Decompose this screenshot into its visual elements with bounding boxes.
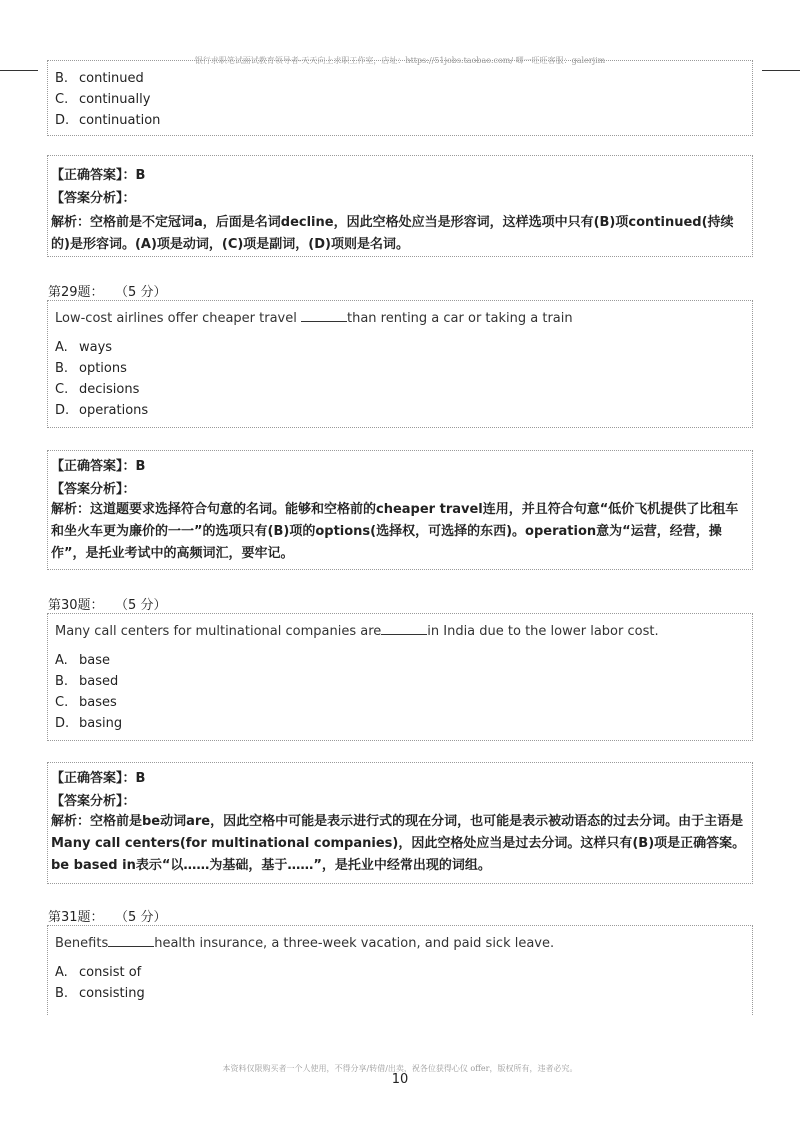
question-30-title: 第30题： （5 分） [48,598,167,613]
question-30-answer-box [47,762,753,884]
question-28-options-box [47,60,753,136]
blank [381,623,427,635]
footer-note: 本资料仅限购买者一个人使用，不得分享/转借/出卖，祝各位获得心仪 offer，版权所有，违者必究。 [222,1064,578,1073]
analysis-text: 解析：这道题要求选择符合句意的名词。能够和空格前的cheaper travel连用，并且符合句意“低价飞机提供了比租车和坐火车更为廉价的一一”的选项只有(B)项的options(选择权，可选择的东西)。operation意为“运营，经营，操作”，是托业考试中的高频词汇，要牢记。 [51,502,739,561]
question-29-box [47,300,753,428]
option-a: A. ways [55,340,113,355]
option-b: B. continued [55,71,144,86]
correct-answer: 【正确答案】：B [51,168,146,183]
option-c: C. decisions [55,382,140,397]
option-d: D. operations [55,403,149,418]
question-29-answer-box [47,450,753,570]
option-b: B. based [55,674,119,689]
page-number: 10 [391,1072,409,1087]
option-c: C. bases [55,695,117,710]
option-d: D. basing [55,716,123,731]
question-31-box [47,925,753,1015]
question-31-title: 第31题： （5 分） [48,910,167,925]
option-a: A. base [55,653,110,668]
question-28-answer-box [47,155,753,257]
question-stem: Benefits health insurance, a three-week vacation, and paid sick leave. [55,936,555,951]
analysis-label: 【答案分析】： [51,482,136,497]
header-rule-left [0,70,38,71]
analysis-label: 【答案分析】： [51,794,136,809]
correct-answer: 【正确答案】：B [51,771,146,786]
header-rule-right [762,70,800,71]
correct-answer: 【正确答案】：B [51,459,146,474]
blank [108,935,154,947]
analysis-text: 解析：空格前是不定冠词a，后面是名词decline，因此空格处应当是形容词，这样选项中只有(B)项continued(持续的)是形容词。(A)项是动词，(C)项是副词，(D)项则是名词。 [51,215,734,252]
header-note: 银行求职笔试面试教育领导者-天天向上求职工作室，店址：https://51jobs.taobao.com/ 唧一旺旺客服：galerjim [194,56,606,65]
option-a: A. consist of [55,965,142,980]
option-b: B. options [55,361,127,376]
option-b: B. consisting [55,986,145,1001]
blank [301,310,347,322]
question-stem: Many call centers for multinational companies are in India due to the lower labor cost. [55,624,659,639]
question-29-title: 第29题： （5 分） [48,285,167,300]
analysis-text: 解析：空格前是be动词are，因此空格中可能是表示进行式的现在分词，也可能是表示被动语态的过去分词。由于主语是Many call centers(for multinational companies)，因此空格处应当是过去分词。这样只有(B)项是正确答案。be based in表示“以……为基础，基于……”，是托业中经常出现的词组。 [51,814,746,873]
question-stem: Low-cost airlines offer cheaper travel than renting a car or taking a train [55,311,573,326]
option-d: D. continuation [55,113,161,128]
question-30-box [47,613,753,741]
option-c: C. continually [55,92,151,107]
analysis-label: 【答案分析】： [51,191,136,206]
